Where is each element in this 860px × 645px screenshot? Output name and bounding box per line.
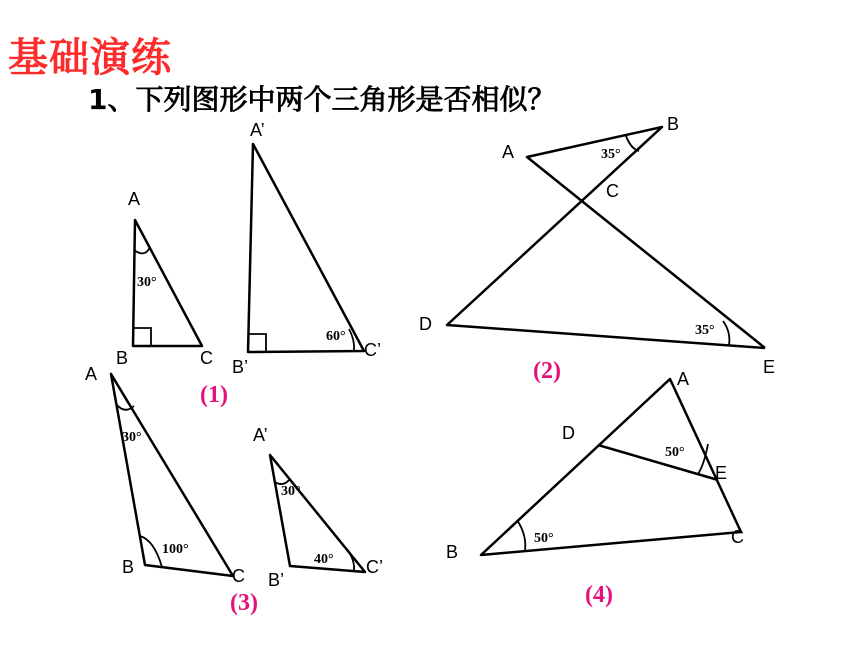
- label-E: E: [715, 463, 728, 483]
- segment-de: [598, 445, 718, 480]
- angle-arc-e: [723, 321, 729, 345]
- caption-3: (3): [230, 590, 258, 616]
- caption-1: (1): [200, 382, 228, 408]
- angle-label-30: 30°: [137, 275, 157, 290]
- angle-label-50-b: 50°: [534, 531, 554, 546]
- label-A: A: [85, 364, 98, 384]
- figure-4: [446, 369, 744, 608]
- label-B: B: [667, 114, 680, 134]
- caption-2: (2): [533, 358, 561, 384]
- label-A: A: [128, 189, 141, 209]
- angle-arc-b4: [517, 520, 525, 551]
- label-C: C: [606, 181, 619, 201]
- label-C-prime: C’: [366, 557, 383, 577]
- label-C: C: [232, 566, 245, 586]
- figure-2: [419, 114, 775, 384]
- figure-3: [85, 364, 383, 616]
- label-C: C: [200, 348, 213, 368]
- angle-label-35-b: 35°: [601, 147, 621, 162]
- label-B: B: [116, 348, 129, 368]
- label-E: E: [763, 357, 776, 377]
- label-B-prime: B’: [232, 357, 249, 377]
- triangle-abc-prime-1: [248, 144, 364, 352]
- angle-label-60: 60°: [326, 329, 346, 344]
- caption-4: (4): [585, 582, 613, 608]
- label-A: A: [502, 142, 515, 162]
- right-angle-mark-b: [133, 328, 151, 346]
- question-text: 1、下列图形中两个三角形是否相似？: [88, 83, 556, 116]
- label-A: A: [677, 369, 690, 389]
- label-D: D: [562, 423, 575, 443]
- angle-label-30-a-prime: 30°: [281, 484, 301, 499]
- label-B: B: [122, 557, 135, 577]
- angle-label-35-e: 35°: [695, 323, 715, 338]
- angle-label-100: 100°: [162, 542, 189, 557]
- angle-label-30-a: 30°: [122, 430, 142, 445]
- label-C: C: [731, 527, 744, 547]
- label-C-prime: C’: [364, 340, 381, 360]
- page-title: 基础演练: [8, 35, 172, 81]
- label-B-prime: B’: [268, 570, 285, 590]
- angle-label-50-e: 50°: [665, 445, 685, 460]
- label-B: B: [446, 542, 459, 562]
- figure-1: [116, 120, 381, 408]
- angle-label-40: 40°: [314, 552, 334, 567]
- label-D: D: [419, 314, 432, 334]
- right-angle-mark-b-prime: [249, 334, 266, 352]
- label-A-prime: A’: [253, 425, 268, 445]
- angle-arc-a: [134, 247, 150, 253]
- label-A-prime: A’: [250, 120, 265, 140]
